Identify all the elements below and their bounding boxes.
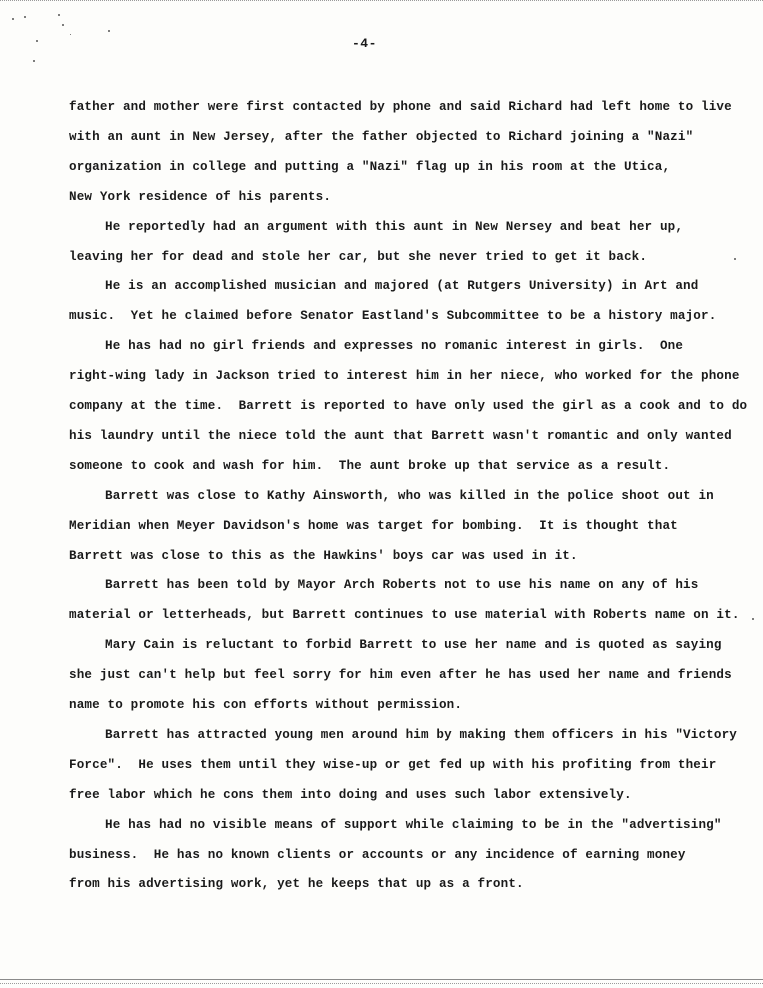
text-line: with an aunt in New Jersey, after the father objected to Richard joining a "Nazi" xyxy=(69,130,694,144)
text-line: music. Yet he claimed before Senator Eastland's Subcommittee to be a history major. xyxy=(69,309,717,323)
page-number: -4- xyxy=(352,36,377,51)
text-line: material or letterheads, but Barrett continues to use material with Roberts name on it. xyxy=(69,608,740,622)
text-line: someone to cook and wash for him. The aunt broke up that service as a result. xyxy=(69,459,671,473)
scan-speck xyxy=(108,30,110,32)
text-line: his laundry until the niece told the aunt that Barrett wasn't romantic and only wanted xyxy=(69,429,732,443)
scan-speck xyxy=(12,18,14,20)
text-line: organization in college and putting a "Nazi" flag up in his room at the Utica, xyxy=(69,160,671,174)
text-line: she just can't help but feel sorry for him even after he has used her name and friends xyxy=(69,668,732,682)
scan-speck xyxy=(70,34,71,35)
text-line: leaving her for dead and stole her car, but she never tried to get it back. xyxy=(69,250,648,264)
text-line: Barrett was close to Kathy Ainsworth, who was killed in the police shoot out in xyxy=(105,489,714,503)
text-line: from his advertising work, yet he keeps that up as a front. xyxy=(69,877,524,891)
text-line: He has had no girl friends and expresses no romanic interest in girls. One xyxy=(105,339,684,353)
bottom-edge-rule xyxy=(0,979,763,980)
text-line: Mary Cain is reluctant to forbid Barrett to use her name and is quoted as saying xyxy=(105,638,722,652)
scan-speck xyxy=(24,16,26,18)
text-line: Barrett has attracted young men around him by making them officers in his "Victory xyxy=(105,728,738,742)
text-line: Force". He uses them until they wise-up or get fed up with his profiting from their xyxy=(69,758,717,772)
top-edge-rule xyxy=(0,0,763,1)
scan-speck xyxy=(734,258,736,260)
text-line: Meridian when Meyer Davidson's home was target for bombing. It is thought that xyxy=(69,519,678,533)
text-line: Barrett has been told by Mayor Arch Roberts not to use his name on any of his xyxy=(105,578,699,592)
text-line: business. He has no known clients or accounts or any incidence of earning money xyxy=(69,848,686,862)
scan-speck xyxy=(33,60,35,62)
text-line: company at the time. Barrett is reported to have only used the girl as a cook and to do xyxy=(69,399,748,413)
text-line: He has had no visible means of support while claiming to be in the "advertising" xyxy=(105,818,722,832)
text-line: New York residence of his parents. xyxy=(69,190,332,204)
text-line: right-wing lady in Jackson tried to interest him in her niece, who worked for the phone xyxy=(69,369,740,383)
text-line: free labor which he cons them into doing and uses such labor extensively. xyxy=(69,788,632,802)
scan-speck xyxy=(58,14,60,16)
text-line: father and mother were first contacted by phone and said Richard had left home to live xyxy=(69,100,732,114)
text-line: name to promote his con efforts without permission. xyxy=(69,698,463,712)
scan-speck xyxy=(752,618,754,620)
scan-speck xyxy=(36,40,38,42)
text-line: He reportedly had an argument with this aunt in New Nersey and beat her up, xyxy=(105,220,684,234)
text-line: Barrett was close to this as the Hawkins' boys car was used in it. xyxy=(69,549,578,563)
text-line: He is an accomplished musician and majored (at Rutgers University) in Art and xyxy=(105,279,699,293)
scan-speck xyxy=(62,24,64,26)
bottom-edge-rule-dotted xyxy=(0,983,763,984)
